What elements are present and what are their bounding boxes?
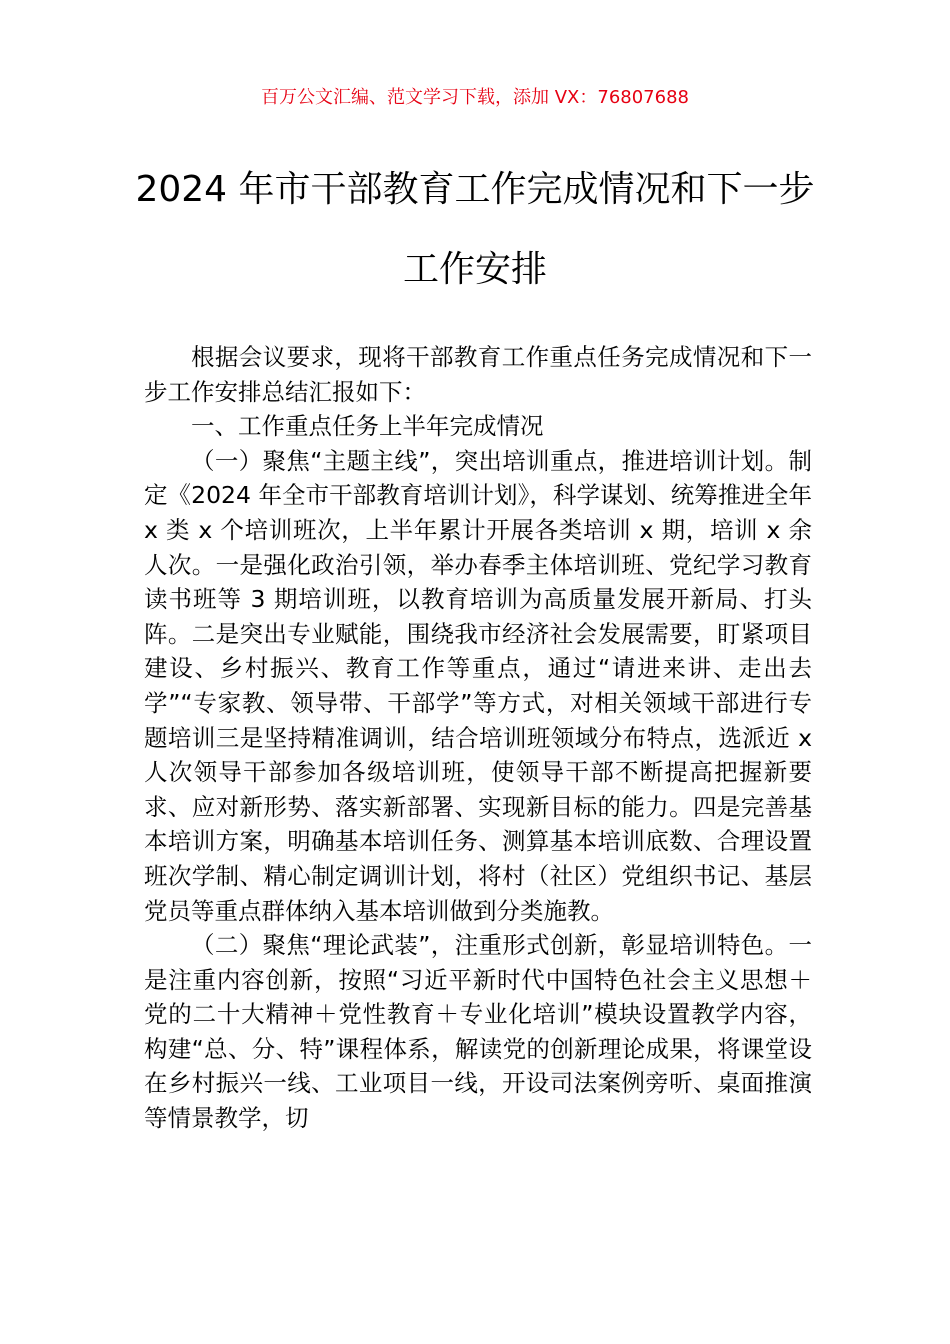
paragraph-section-1-2: （二）聚焦“理论武装”，注重形式创新，彰显培训特色。一是注重内容创新，按照“习近平新时代中国特色社会主义思想＋党的二十大精神＋党性教育＋专业化培训”模块设置教学内容，构建“总、分、特”课程体系，解读党的创新理论成果，将课堂设在乡村振兴一线、工业项目一线，开设司法案例旁听、桌面推演等情景教学，切: [144, 931, 812, 1133]
section-heading-1: 一、工作重点任务上半年完成情况: [191, 412, 544, 441]
document-title: 2024 年市干部教育工作完成情况和下一步工作安排: [135, 169, 815, 290]
document-body: [144, 340, 812, 1136]
paragraph-intro: 根据会议要求，现将干部教育工作重点任务完成情况和下一步工作安排总结汇报如下：: [144, 343, 812, 406]
paragraph-section-1-1: （一）聚焦“主题主线”，突出培训重点，推进培训计划。制定《2024 年全市干部教育培训计划》，科学谋划、统筹推进全年 x 类 x 个培训班次，上半年累计开展各类培训 x 期，培训 x 余人次。一是强化政治引领，举办春季主体培训班、党纪学习教育读书班等 3 期培训班，以教育培训为高质量发展开新局、打头阵。二是突出专业赋能，围绕我市经济社会发展需要，盯紧项目建设、乡村振兴、教育工作等重点，通过“请进来讲、走出去学”“专家教、领导带、干部学”等方式，对相关领域干部进行专题培训三是坚持精准调训，结合培训班领域分布特点，选派近 x 人次领导干部参加各级培训班，使领导干部不断提高把握新要求、应对新形势、落实新部署、实现新目标的能力。四是完善基本培训方案，明确基本培训任务、测算基本培训底数、合理设置班次学制、精心制定调训计划，将村（社区）党组织书记、基层党员等重点群体纳入基本培训做到分类施教。: [144, 446, 812, 925]
header-note: 百万公文汇编、范文学习下载，添加 VX：76807688: [261, 87, 689, 108]
